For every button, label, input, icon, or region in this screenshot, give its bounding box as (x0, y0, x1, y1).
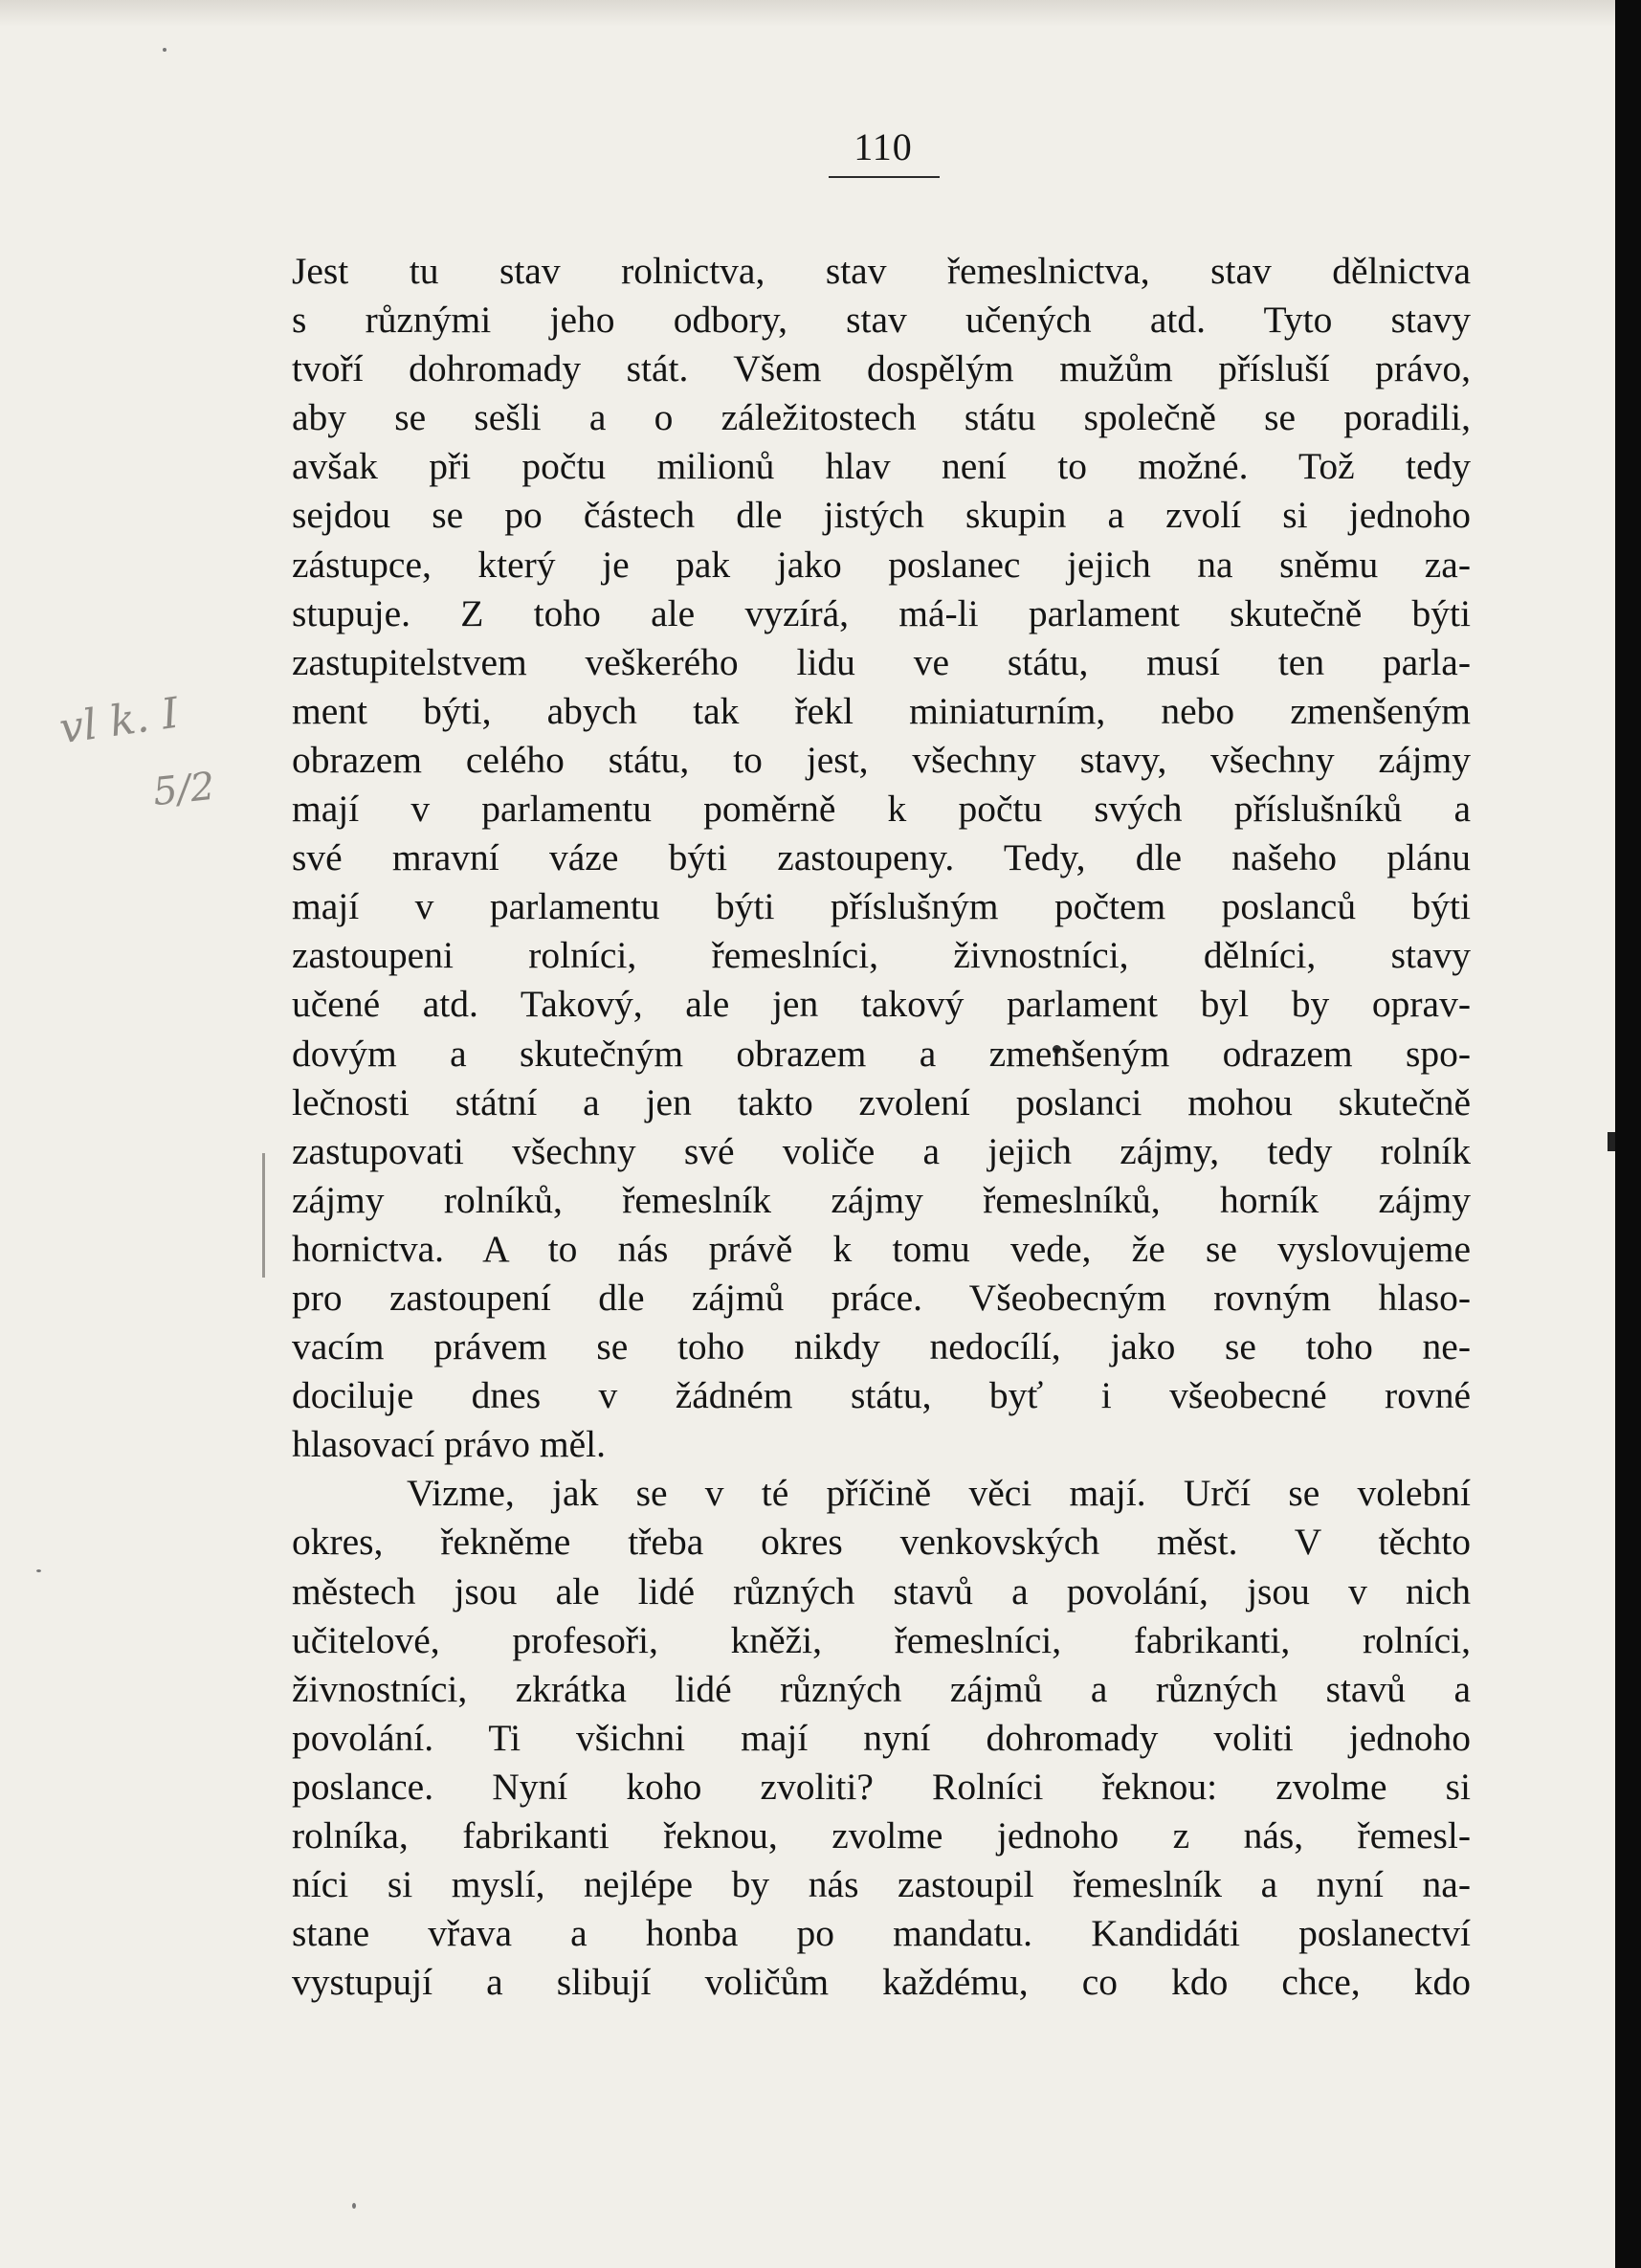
text-line: ment býti, abych tak řekl miniaturním, nebo zmenšeným (292, 689, 1471, 732)
paper-speck (352, 2203, 356, 2209)
text-line: zájmy rolníků, řemeslník zájmy řemeslníků, horník zájmy (292, 1178, 1471, 1221)
text-line: své mravní váze býti zastoupeny. Tedy, dle našeho plánu (292, 836, 1471, 879)
text-line: učitelové, profesoři, kněži, řemeslníci, fabrikanti, rolníci, (292, 1618, 1471, 1661)
text-line: hlasovací právo měl. (292, 1423, 606, 1466)
text-line: Jest tu stav rolnictva, stav řemeslnictva, stav dělnictva (292, 250, 1471, 292)
text-line: vacím právem se toho nikdy nedocílí, jako se toho ne- (292, 1325, 1471, 1368)
body-text (292, 247, 1471, 2007)
text-line: živnostníci, zkrátka lidé různých zájmů a různých stavů a (292, 1667, 1471, 1710)
text-line: níci si myslí, nejlépe by nás zastoupil řemeslník a nyní na- (292, 1863, 1471, 1906)
text-line: zastoupeni rolníci, řemeslníci, živnostníci, dělníci, stavy (292, 934, 1471, 977)
text-line: poslance. Nyní koho zvoliti? Rolníci řeknou: zvolme si (292, 1765, 1471, 1808)
paper-speck (36, 1569, 41, 1572)
margin-pencil-mark (262, 1153, 265, 1278)
scan-border-right (1615, 0, 1641, 2268)
text-line: zastupitelstvem veškerého lidu ve státu, musí ten parla- (292, 640, 1471, 683)
text-line: sejdou se po částech dle jistých skupin a zvolí si jednoho (292, 494, 1471, 537)
text-line: povolání. Ti všichni mají nyní dohromady voliti jednoho (292, 1716, 1471, 1759)
text-line: zástupce, který je pak jako poslanec jejich na sněmu za- (292, 543, 1471, 586)
margin-handwritten-note: vl k. I (56, 688, 182, 754)
text-line: lečnosti státní a jen takto zvolení poslanci mohou skutečně (292, 1080, 1471, 1123)
text-line: obrazem celého státu, to jest, všechny stavy, všechny zájmy (292, 738, 1471, 781)
text-line: mají v parlamentu býti příslušným počtem poslanců býti (292, 885, 1471, 928)
text-line: zastupovati všechny své voliče a jejich zájmy, tedy rolník (292, 1129, 1471, 1172)
text-line: učené atd. Takový, ale jen takový parlament byl by oprav- (292, 983, 1471, 1026)
text-line: okres, řekněme třeba okres venkovských měst. V těchto (292, 1521, 1471, 1564)
text-line: aby se sešli a o záležitostech státu společně se poradili, (292, 396, 1471, 439)
text-line: tvoří dohromady stát. Všem dospělým mužům přísluší právo, (292, 347, 1471, 390)
text-line: rolníka, fabrikanti řeknou, zvolme jednoho z nás, řemesl- (292, 1814, 1471, 1857)
page-number: 110 (854, 125, 913, 168)
margin-ink-mark (1608, 1132, 1615, 1151)
text-line: s různými jeho odbory, stav učených atd. Tyto stavy (292, 299, 1471, 342)
text-line: avšak při počtu milionů hlav není to možné. Tož tedy (292, 445, 1471, 488)
text-line: Vizme, jak se v té příčině věci mají. Určí se volební (407, 1472, 1471, 1515)
page-top-shadow (0, 0, 1615, 27)
text-line: dovým a skutečným obrazem a zmenšeným odrazem spo- (292, 1032, 1471, 1075)
text-line: pro zastoupení dle zájmů práce. Všeobecným rovným hlaso- (292, 1276, 1471, 1319)
text-line: hornictva. A to nás právě k tomu vede, že se vyslovujeme (292, 1227, 1471, 1270)
text-line: městech jsou ale lidé různých stavů a povolání, jsou v nich (292, 1569, 1471, 1612)
text-line: dociluje dnes v žádném státu, byť i všeobecné rovné (292, 1374, 1471, 1417)
text-line: stane vřava a honba po mandatu. Kandidáti poslanectví (292, 1912, 1471, 1955)
text-line: stupuje. Z toho ale vyzírá, má-li parlament skutečně býti (292, 591, 1471, 634)
page-number-rule (829, 176, 940, 178)
text-line: mají v parlamentu poměrně k počtu svých příslušníků a (292, 788, 1471, 831)
margin-handwritten-note: 5/2 (150, 764, 217, 815)
text-line: vystupují a slibují voličům každému, co kdo chce, kdo (292, 1961, 1471, 2004)
paper-speck (163, 48, 166, 52)
